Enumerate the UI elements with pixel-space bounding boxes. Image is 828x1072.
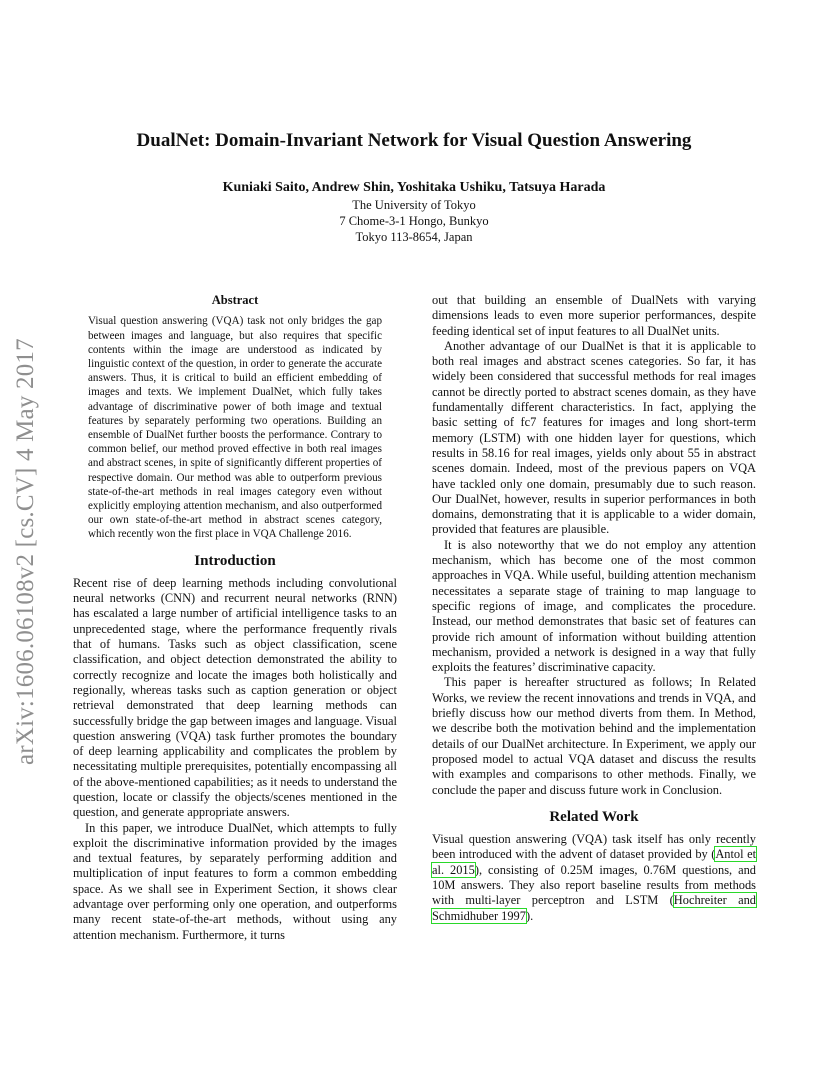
- affiliation: [0, 197, 828, 245]
- affiliation-line: 7 Chome-3-1 Hongo, Bunkyo: [339, 214, 489, 228]
- intro-paragraph-2: In this paper, we introduce DualNet, which attempts to fully exploit the discriminative information provided by the images and textual features, by separately performing addition and multiplication of input features to form a common embedding space. As we shall see in Experiment Section, it shows clear advantage over performing only one operation, and outperforms many recent state-of-the-art methods, without using any attention mechanism. Furthermore, it turns: [73, 820, 397, 942]
- related-text: Visual question answering (VQA) task itself has only recently been introduced with the advent of dataset provided by (: [432, 832, 756, 862]
- paper-authors: Kuniaki Saito, Andrew Shin, Yoshitaka Ushiku, Tatsuya Harada: [222, 180, 606, 195]
- affiliation-line: The University of Tokyo: [352, 198, 476, 212]
- introduction-heading: Introduction: [194, 552, 276, 569]
- right-column: [432, 293, 756, 924]
- related-text: ).: [525, 908, 534, 923]
- abstract-heading: Abstract: [211, 293, 259, 307]
- intro-paragraph-4: It is also noteworthy that we do not employ any attention mechanism, which has become one of the most common approaches in VQA. While useful, building attention mechanism necessitates a separate stage of training to map language to specific regions of image, and complicates the procedure. Instead, our method demonstrates that basic set of features can provide rich amount of information without building attention mechanism, provided a network is designed in a way that fully exploits the features’ discriminative capacity.: [432, 537, 756, 675]
- intro-paragraph-5: This paper is hereafter structured as follows; In Related Works, we review the recent innovations and trends in VQA, and briefly discuss how our method diverts from them. In Method, we describe both the motivation behind and the implementation details of our DualNet architecture. In Experiment, we apply our proposed model to actual VQA dataset and discuss the results with examples and comparisons to other methods. Finally, we conclude the paper and discuss future work in Conclusion.: [432, 675, 756, 797]
- intro-paragraph-2-continued: out that building an ensemble of DualNets with varying dimensions leads to even more superior performances, despite feeding identical set of input features to all DualNet units.: [432, 293, 756, 338]
- arxiv-stamp: [12, 255, 52, 765]
- related-paragraph-1: [432, 832, 756, 924]
- citation-link-hochreiter[interactable]: Hochreiter and Schmidhuber 1997: [432, 893, 756, 923]
- intro-paragraph-1: Recent rise of deep learning methods including convolutional neural networks (CNN) and recurrent neural networks (RNN) has escalated a large number of artificial intelligence tasks to an unprecedented stage, where the performance frequently rivals that of humans. Tasks such as object classification, scene classification, and object detection demonstrated the ability to correctly recognize and locate the images both holistically and regionally, whereas tasks such as caption generation or object retrieval demonstrated that deep learning methods can successfully bridge the gap between images and language. Visual question answering (VQA) task further promotes the boundary of deep learning applicability and complicates the problem by necessitating multiple prerequisites, potentially encompassing all of the above-mentioned capabilities; as it needs to understand the question, locate or classify the objects/scenes mentioned in the question, and generate appropriate answers.: [73, 575, 397, 820]
- citation-link-antol[interactable]: Antol et al. 2015: [432, 847, 757, 877]
- abstract-text: Visual question answering (VQA) task not only bridges the gap between images and language, but also requires that specific contents within the image are understood as indicated by linguistic context of the question, in order to generate the accurate answers. Thus, it is critical to build an efficient embedding of images and texts. We implement DualNet, which fully takes advantage of discriminative power of both image and textual features by separately performing two operations. Building an ensemble of DualNet further boosts the performance. Contrary to common belief, our method proved effective in both real images and abstract scenes, in spite of significantly different properties of respective domain. Our method was able to outperform previous state-of-the-art methods in real images category even without explicitly employing attention mechanism, and also outperformed our own state-of-the-art method in abstract scenes category, which recently won the first place in VQA Challenge 2016.: [88, 315, 382, 541]
- paper-title: DualNet: Domain-Invariant Network for Visual Question Answering: [136, 130, 692, 151]
- left-column: [73, 293, 397, 943]
- related-text: ), consisting of 0.25M images, 0.76M questions, and 10M answers. They also report baseline results from methods with multi-layer perceptron and LSTM (: [432, 862, 757, 908]
- related-work-heading: Related Work: [549, 808, 639, 825]
- affiliation-line: Tokyo 113-8654, Japan: [355, 230, 473, 244]
- intro-paragraph-3: Another advantage of our DualNet is that it is applicable to both real images and abstract scenes categories. So far, it has widely been considered that successful methods for real images cannot be directly ported to abstract scenes domain, as they have fundamentally different characteristics. In fact, applying the basic setting of fc7 features for images and long short-term memory (LSTM) with one hidden layer for questions, which results in 58.16 for real images, yields only about 55 in abstract scenes domain. Indeed, most of the previous papers on VQA have tackled only one domain, presumably due to such reason. Our DualNet, however, results in superior performances in both domains, demonstrating that it is applicable to a wider domain, provided that features are plausible.: [432, 338, 756, 537]
- abstract: [73, 314, 397, 541]
- arxiv-stamp-text: arXiv:1606.06108v2 [cs.CV] 4 May 2017: [12, 338, 39, 765]
